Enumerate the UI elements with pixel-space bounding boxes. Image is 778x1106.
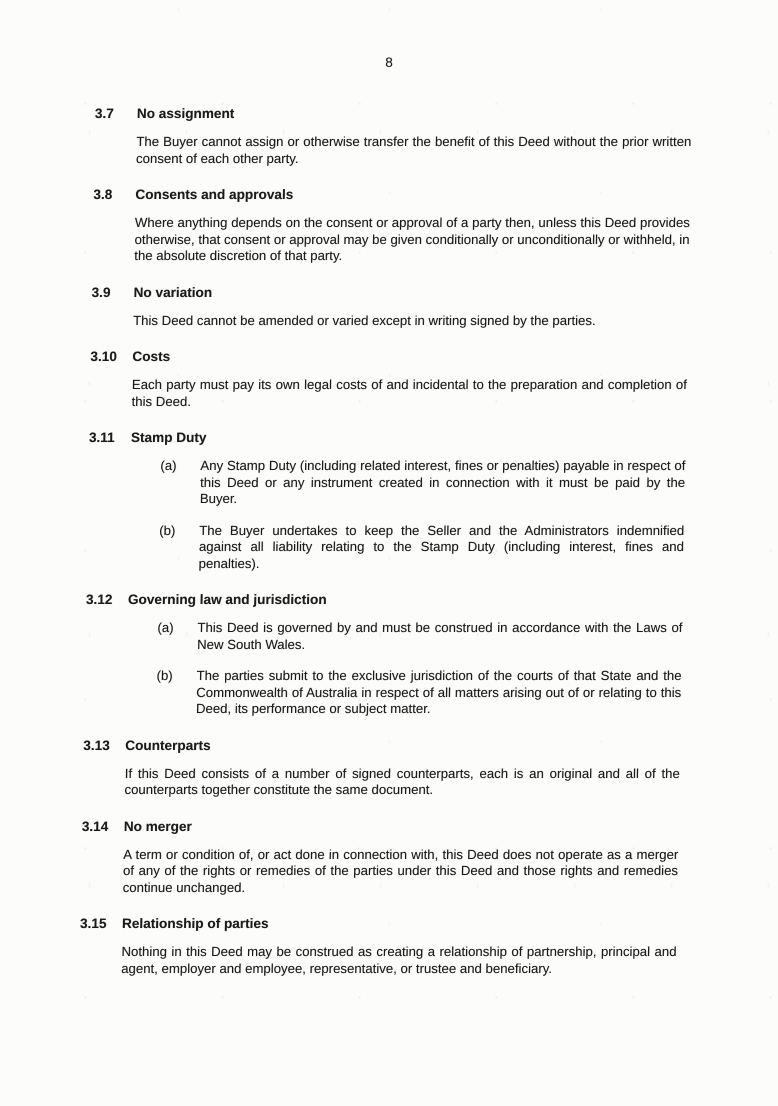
subitem-b	[126, 668, 682, 718]
section-heading	[93, 186, 690, 203]
section-title: Relationship of parties	[121, 916, 269, 931]
section-paragraph: Each party must pay its own legal costs of and incidental to the preparation and completion of this Deed.	[131, 377, 688, 409]
section-paragraph: This Deed cannot be amended or varied except in writing signed by the parties.	[132, 312, 596, 328]
page-number: 8	[385, 55, 393, 70]
section-body	[124, 766, 680, 799]
section-3-9	[91, 284, 689, 330]
section-heading	[89, 429, 686, 446]
section-title: Governing law and jurisdiction	[127, 592, 327, 607]
subitem-text: The Buyer undertakes to keep the Seller and the Administrators indemnified against all liability relating to the Stamp Duty (including interest, fines and penalties).	[198, 522, 685, 571]
section-paragraph: The Buyer cannot assign or otherwise transfer the benefit of this Deed without the prior written consent of each other party.	[135, 134, 692, 166]
section-3-11	[86, 429, 686, 572]
section-body	[126, 620, 683, 718]
section-3-12	[84, 591, 683, 718]
section-3-14	[81, 818, 679, 897]
subitem-text: Any Stamp Duty (including related interest, fines or penalties) payable in respect of this Deed or any instrument created in connection with it must be paid by the Buyer.	[199, 458, 686, 506]
section-3-8	[92, 186, 690, 265]
subitem-label: (b)	[156, 668, 173, 683]
section-heading	[90, 348, 687, 365]
section-title: Consents and approvals	[135, 187, 294, 202]
section-heading	[95, 105, 692, 122]
section-number: 3.14	[81, 818, 109, 834]
section-body	[121, 944, 677, 977]
section-paragraph: Nothing in this Deed may be construed as creating a relationship of partnership, principal and agent, employer and employee, representative, or trustee and beneficiary.	[121, 944, 677, 976]
section-paragraph: If this Deed consists of a number of signed counterparts, each is an original and all of the counterparts together constitute the same document.	[124, 765, 680, 797]
section-3-13	[82, 737, 680, 799]
section-title: Counterparts	[125, 737, 211, 753]
subitem-b	[128, 523, 684, 573]
section-number: 3.15	[79, 916, 107, 931]
section-title: Costs	[132, 349, 171, 364]
section-number: 3.13	[83, 737, 110, 753]
section-paragraph: A term or condition of, or act done in connection with, this Deed does not operate as a merger of any of the rights or remedies of the parties under this Deed and those rights and remedies continue unchanged.	[122, 846, 679, 895]
section-number: 3.12	[85, 592, 113, 607]
subitem-a	[130, 458, 686, 508]
section-title: No assignment	[136, 106, 235, 121]
section-heading	[91, 284, 688, 301]
section-number: 3.9	[91, 284, 111, 300]
subitem-label: (b)	[159, 522, 176, 538]
section-body	[134, 215, 690, 265]
section-heading	[86, 591, 683, 608]
section-title: No merger	[123, 818, 192, 834]
section-title: Stamp Duty	[130, 430, 207, 445]
subitem-label: (a)	[160, 458, 177, 473]
subitem-label: (a)	[157, 620, 174, 635]
section-number: 3.8	[93, 187, 113, 202]
section-heading	[80, 915, 677, 932]
section-number: 3.11	[88, 430, 115, 445]
section-paragraph: Where anything depends on the consent or approval of a party then, unless this Deed provides otherwise, that consent or approval may be given conditionally or unconditionally or withheld, in the absolute discretion of that party.	[134, 215, 690, 263]
document-content	[0, 105, 778, 977]
section-number: 3.10	[90, 349, 117, 364]
section-3-15	[79, 915, 677, 977]
section-body	[133, 313, 688, 330]
section-body	[131, 377, 687, 410]
section-body	[123, 847, 679, 897]
section-heading	[82, 818, 679, 835]
section-3-7	[94, 105, 692, 167]
section-body	[128, 458, 685, 572]
section-heading	[83, 737, 680, 754]
section-title: No variation	[133, 284, 213, 300]
section-3-10	[89, 348, 687, 410]
section-body	[136, 134, 692, 167]
subitem-text: This Deed is governed by and must be construed in accordance with the Laws of New South Wales.	[196, 620, 683, 652]
subitem-text: The parties submit to the exclusive jurisdiction of the courts of that State and the Commonwealth of Australia in respect of all matters arising out of or relating to this Deed, its performance or subject matter.	[195, 668, 682, 716]
subitem-a	[127, 620, 683, 653]
section-number: 3.7	[94, 106, 114, 121]
